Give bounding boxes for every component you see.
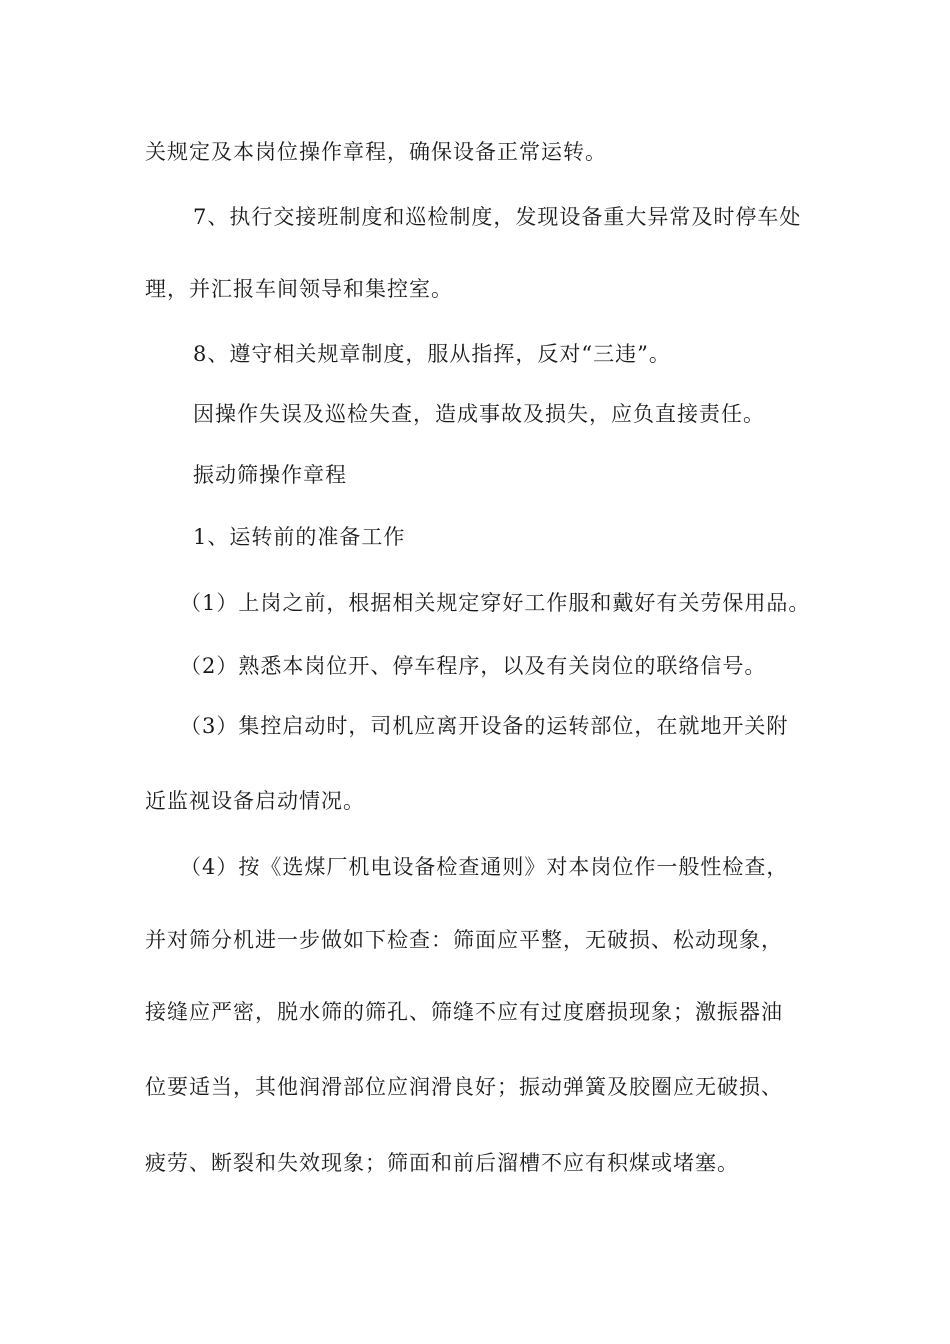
text-line-3: 理，并汇报车间领导和集控室。 [145, 277, 453, 301]
text-line-11: 近监视设备启动情况。 [145, 789, 365, 813]
text-line-5: 因操作失误及巡检失查，造成事故及损失，应负直接责任。 [193, 402, 765, 426]
text-line-14: 接缝应严密，脱水筛的筛孔、筛缝不应有过度磨损现象；激振器油 [145, 1000, 783, 1024]
text-line-12: （4）按《选煤厂机电设备检查通则》对本岗位作一般性检查， [180, 855, 789, 879]
text-line-15: 位要适当，其他润滑部位应润滑良好；振动弹簧及胶圈应无破损、 [145, 1075, 783, 1099]
text-line-1: 关规定及本岗位操作章程，确保设备正常运转。 [145, 140, 607, 164]
text-line-13: 并对筛分机进一步做如下检查：筛面应平整，无破损、松动现象， [145, 928, 783, 952]
text-line-9: （2）熟悉本岗位开、停车程序，以及有关岗位的联络信号。 [180, 654, 767, 678]
subsection-title: 1、运转前的准备工作 [193, 525, 406, 549]
text-line-16: 疲劳、断裂和失效现象；筛面和前后溜槽不应有积煤或堵塞。 [145, 1151, 739, 1175]
text-line-8: （1）上岗之前，根据相关规定穿好工作服和戴好有关劳保用品。 [180, 591, 811, 615]
text-line-10: （3）集控启动时，司机应离开设备的运转部位，在就地开关附 [180, 714, 789, 738]
text-line-2: 7、执行交接班制度和巡检制度，发现设备重大异常及时停车处 [193, 205, 802, 229]
section-title: 振动筛操作章程 [193, 463, 347, 487]
text-line-4: 8、遵守相关规章制度，服从指挥，反对“三违”。 [193, 342, 671, 366]
